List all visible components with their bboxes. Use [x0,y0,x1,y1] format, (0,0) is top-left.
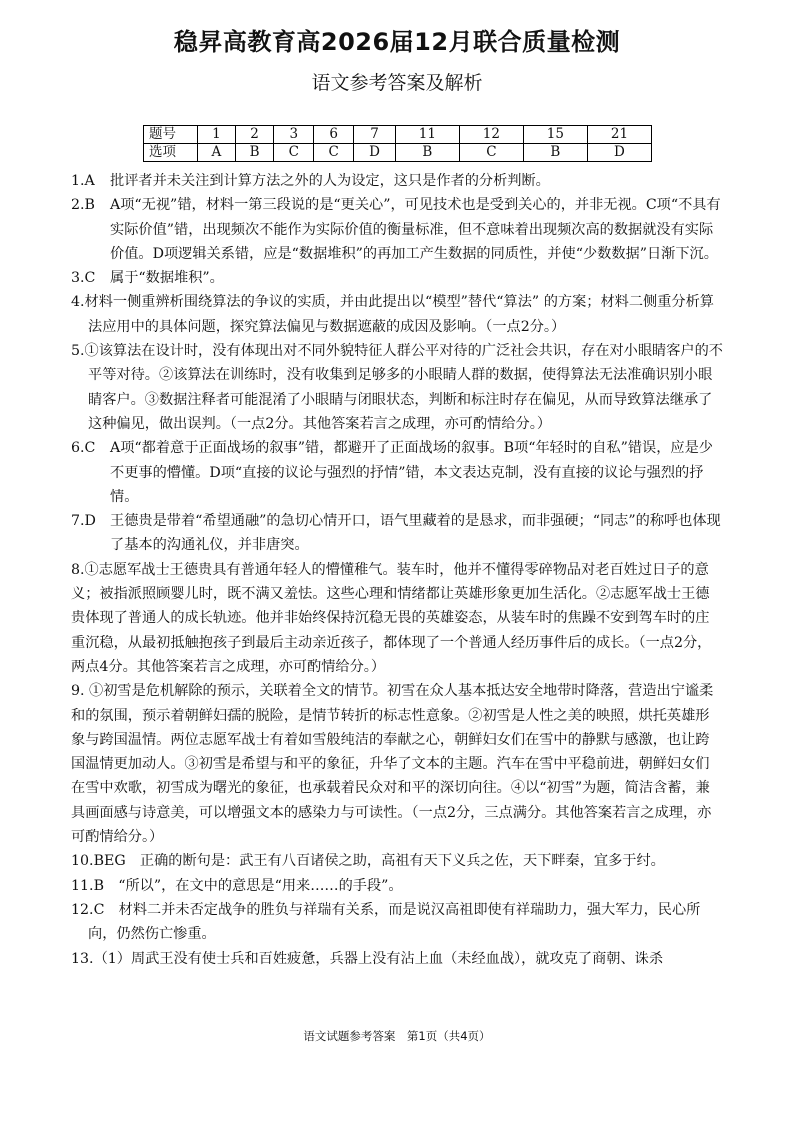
answer-explanations [71,169,723,971]
answer-option: D [587,144,651,162]
question-number: 12 [459,126,523,144]
item-number: 8. [71,561,85,578]
answer-option: C [314,144,354,162]
item-number: 1.A [71,173,95,189]
answer-option: B [395,144,459,162]
item-number: 10.BEG [71,853,126,870]
explanation-item [71,290,723,339]
row-label-option: 选项 [144,144,198,162]
item-text: A项“无视”错，材料一第三段说的是“更关心”，可见技术也是受到关心的，并非无视。C项“不具有实际价值”错，出现频次不能作为实际价值的衡量标准，但不意味着出现频次高的数据就没有实际价值。D项逻辑关系错，应是“数据堆积”的再加工产生数据的同质性，并使“少数数据”日渐下沉。 [110,197,721,262]
item-text: ①志愿军战士王德贵具有普通年轻人的懵懂稚气。装车时，他并不懂得零碎物品对老百姓过日子的意义；被指派照顾婴儿时，既不满又羞怯。这些心理和情绪都让英雄形象更加生活化。②志愿军战士王德贵体现了普通人的成长轨迹。他并非始终保持沉稳无畏的英雄姿态，从装车时的焦躁不安到驾车时的庄重沉稳，从最初抵触抱孩子到最后主动亲近孩子，都体现了一个普通人经历事件后的成长。（一点2分，两点4分。其他答案若言之成理，亦可酌情给分。） [71,561,712,675]
explanation-item [71,169,723,193]
item-text: （1）周武王没有使士兵和百姓疲惫，兵器上没有沾上血（未经血战），就攻克了商朝、诛杀 [93,950,664,967]
explanation-item [71,436,723,509]
item-text: ①该算法在设计时，没有体现出对不同外貌特征人群公平对待的广泛社会共识，存在对小眼睛客户的不平等对待。②该算法在训练时，没有收集到足够多的小眼睛人群的数据，使得算法无法准确识别小眼睛客户。③数据注释者可能混淆了小眼睛与闭眼状态，判断和标注时存在偏见，从而导致算法继承了这种偏见，做出误判。（一点2分。其他答案若言之成理，亦可酌情给分。） [84,343,723,432]
item-text: 属于“数据堆积”。 [110,270,224,287]
answer-option: C [274,144,314,162]
question-number: 6 [314,126,354,144]
question-number: 2 [235,126,273,144]
item-number: 6.C [71,440,96,457]
explanation-item [71,339,723,436]
item-number: 4. [71,294,85,311]
item-text: 批评者并未关注到计算方法之外的人为设定，这只是作者的分析判断。 [110,173,550,189]
item-number: 3.C [71,270,96,287]
item-text: “所以”，在文中的意思是“用来……的手段”。 [118,877,403,894]
answer-option: A [198,144,236,162]
item-number: 11.B [71,877,104,894]
question-number: 15 [523,126,587,144]
question-number: 21 [587,126,651,144]
answer-table [143,125,652,162]
item-number: 5. [71,343,85,360]
explanation-item [71,193,723,266]
explanation-item [71,679,723,849]
answer-table-option-row [144,144,652,162]
question-number: 11 [395,126,459,144]
item-text: 王德贵是带着“希望通融”的急切心情开口，语气里藏着的是恳求，而非强硬；“同志”的称呼也体现了基本的沟通礼仪，并非唐突。 [110,513,721,554]
answer-table-number-row [144,126,652,144]
explanation-item [71,849,723,873]
item-text: 材料一侧重辨析围绕算法的争议的实质，并由此提出以“模型”替代“算法” 的方案；材料二侧重分析算法应用中的具体问题，探究算法偏见与数据遮蔽的成因及影响。（一点2分。） [84,294,714,335]
item-text: 材料二并未否定战争的胜负与祥瑞有关系，而是说汉高祖即使有祥瑞助力，强大军力，民心所向，仍然伤亡惨重。 [88,901,701,943]
page-footer: 语文试题参考答案 第1页（共4页） [303,1029,491,1043]
explanation-item [71,266,723,290]
item-number: 7.D [71,513,96,530]
item-text: 正确的断句是：武王有八百诸侯之助，高祖有天下义兵之佐，天下畔秦，宜多于纣。 [139,853,665,870]
explanation-item [71,898,723,947]
item-number: 9. [71,683,90,700]
answer-option: B [523,144,587,162]
answer-option: C [459,144,523,162]
item-number: 13. [71,950,94,967]
item-text: ①初雪是危机解除的预示，关联着全文的情节。初雪在众人基本抵达安全地带时降落，营造出宁谧柔和的氛围，预示着朝鲜妇孺的脱险，是情节转折的标志性意象。②初雪是人性之美的映照，烘托英雄形象与跨国温情。两位志愿军战士有着如雪般纯洁的奉献之心，朝鲜妇女们在雪中的静默与感激，也让跨国温情更加动人。③初雪是希望与和平的象征，升华了文本的主题。汽车在雪中平稳前进，朝鲜妇女们在雪中欢歌，初雪成为曙光的象征，也承载着民众对和平的深切向往。④以“初雪”为题，简洁含蓄，兼具画面感与诗意美，可以增强文本的感染力与可读性。（一点2分，三点满分。其他答案若言之成理，亦可酌情给分。） [71,683,714,846]
answer-option: D [354,144,396,162]
question-number: 3 [274,126,314,144]
question-number: 7 [354,126,396,144]
explanation-item [71,947,723,971]
item-text: A项“都着意于正面战场的叙事”错，都避开了正面战场的叙事。B项“年轻时的自私”错误，应是少不更事的懵懂。D项“直接的议论与强烈的抒情”错，本文表达克制，没有直接的议论与强烈的抒情。 [110,440,713,505]
explanation-item [71,509,723,558]
question-number: 1 [198,126,236,144]
page-subtitle: 语文参考答案及解析 [311,72,483,94]
item-number: 12.C [71,901,105,918]
page-title: 稳昇高教育高2026届12月联合质量检测 [173,28,621,56]
row-label-number: 题号 [144,126,198,144]
explanation-item [71,558,723,679]
item-number: 2.B [71,197,95,214]
answer-option: B [235,144,273,162]
explanation-item [71,874,723,898]
